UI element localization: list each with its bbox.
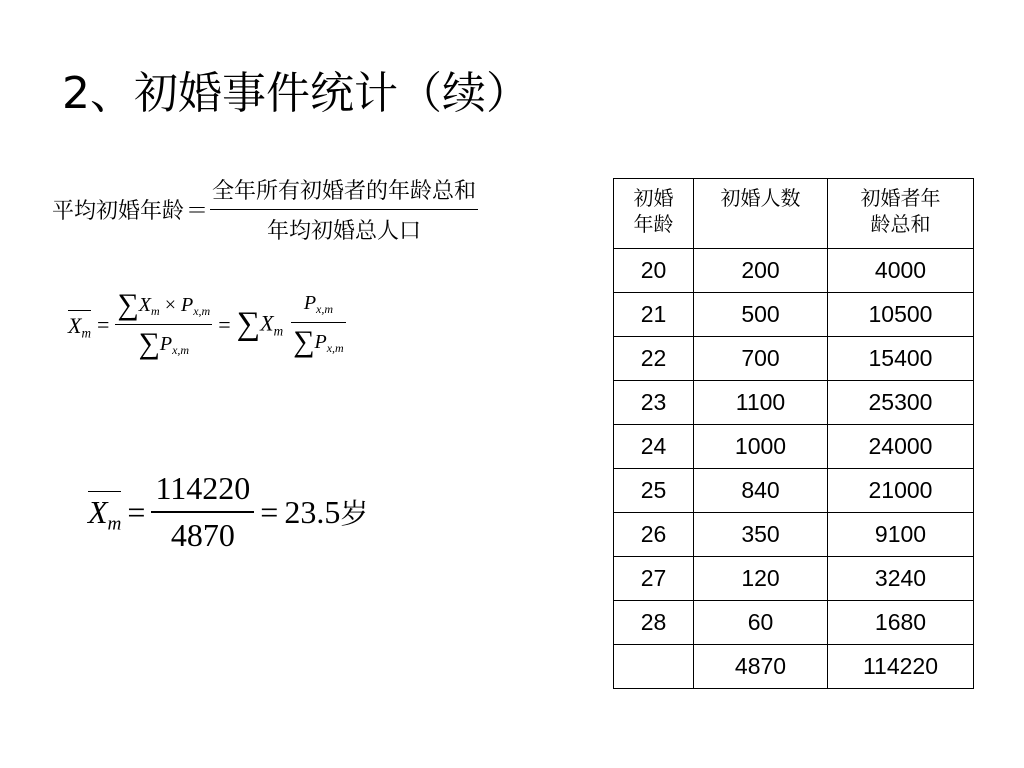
- table-row: [614, 293, 974, 337]
- header-age: 初婚 年龄: [614, 179, 694, 249]
- result-fraction: [151, 470, 254, 554]
- cell-age-sum: 3240: [828, 557, 974, 601]
- sigma-symbol: ∑: [138, 327, 160, 360]
- table-header-row: [614, 179, 974, 249]
- header-age-sum: 初婚者年 龄总和: [828, 179, 974, 249]
- header-count: 初婚人数: [694, 179, 828, 249]
- table-row: [614, 557, 974, 601]
- marriage-age-table: [613, 178, 974, 689]
- definition-fraction: [210, 174, 478, 245]
- equals-sign: =: [127, 493, 146, 530]
- fraction-denominator: 4870: [170, 517, 235, 553]
- result-value: 23.5: [284, 493, 341, 530]
- mean-symbol: $X_m$: [68, 310, 91, 340]
- cell-age-sum: 25300: [828, 381, 974, 425]
- cell-age-sum: 15400: [828, 337, 974, 381]
- fraction-numerator: $\sum X_m \times P_{x,m}$: [117, 288, 211, 321]
- equals-sign: =: [260, 493, 279, 530]
- fraction-numerator: 114220: [155, 470, 251, 506]
- table-row: [614, 249, 974, 293]
- formula-lhs-label: 平均初婚年龄: [52, 199, 185, 224]
- cell-count: 1000: [694, 425, 828, 469]
- cell-count: 500: [694, 293, 828, 337]
- cell-count: 350: [694, 513, 828, 557]
- weighted-fraction: [115, 290, 212, 359]
- cell-count: 840: [694, 469, 828, 513]
- weighted-mean-formula: [68, 290, 346, 359]
- result-unit: 岁: [340, 497, 369, 530]
- fraction-numerator: $P_{x,m}$: [303, 292, 334, 317]
- cell-age-sum: 1680: [828, 601, 974, 645]
- equals-sign: ＝: [186, 199, 209, 224]
- sum-term: $\sum X_m$: [236, 306, 284, 342]
- sigma-symbol: ∑: [293, 324, 315, 358]
- cell-age: 21: [614, 293, 694, 337]
- table-row: [614, 469, 974, 513]
- cell-age: 26: [614, 513, 694, 557]
- mean-age-result: [88, 470, 368, 554]
- cell-age: 25: [614, 469, 694, 513]
- equals-sign: =: [218, 311, 231, 337]
- average-age-definition: [52, 174, 478, 245]
- mean-symbol: $X_m$: [88, 491, 121, 534]
- cell-age-sum: 21000: [828, 469, 974, 513]
- cell-age-sum: 9100: [828, 513, 974, 557]
- table-body: [614, 249, 974, 689]
- sigma-symbol: ∑: [117, 288, 139, 321]
- table-row: [614, 601, 974, 645]
- cell-age: 27: [614, 557, 694, 601]
- slide-title: 2、初婚事件统计（续）: [62, 68, 530, 119]
- cell-count: 1100: [694, 381, 828, 425]
- table-row: [614, 425, 974, 469]
- cell-age-sum: 4000: [828, 249, 974, 293]
- table-row: [614, 337, 974, 381]
- fraction-denominator: $\sum P_{x,m}$: [293, 324, 344, 358]
- table-row: [614, 645, 974, 689]
- proportion-fraction: [291, 292, 346, 356]
- table-row: [614, 513, 974, 557]
- cell-age: 24: [614, 425, 694, 469]
- fraction-denominator: $\sum P_{x,m}$: [138, 327, 190, 360]
- cell-age-sum: 114220: [828, 645, 974, 689]
- cell-age: 20: [614, 249, 694, 293]
- cell-count: 120: [694, 557, 828, 601]
- fraction-numerator: 全年所有初婚者的年龄总和: [212, 179, 477, 204]
- cell-count: 700: [694, 337, 828, 381]
- cell-age: 22: [614, 337, 694, 381]
- cell-age: 28: [614, 601, 694, 645]
- cell-age: [614, 645, 694, 689]
- cell-age-sum: 10500: [828, 293, 974, 337]
- sigma-symbol: ∑: [236, 306, 261, 342]
- cell-count: 200: [694, 249, 828, 293]
- cell-age-sum: 24000: [828, 425, 974, 469]
- cell-count: 4870: [694, 645, 828, 689]
- equals-sign: =: [96, 311, 110, 337]
- table-row: [614, 381, 974, 425]
- cell-age: 23: [614, 381, 694, 425]
- cell-count: 60: [694, 601, 828, 645]
- fraction-denominator: 年均初婚总人口: [267, 219, 422, 244]
